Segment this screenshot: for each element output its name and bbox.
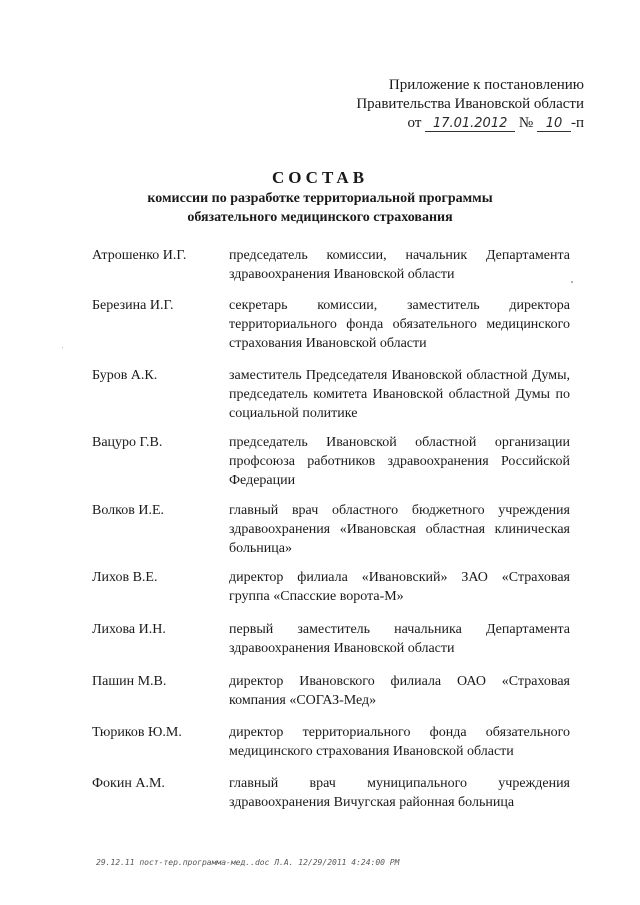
member-role: председатель комиссии, начальник Департамента здравоохранения Ивановской области	[229, 248, 570, 282]
subtitle-line-1: комиссии по разработке территориальной программы	[147, 191, 493, 206]
member-name: Атрошенко И.Г.	[92, 248, 187, 263]
number-sign: №	[518, 115, 534, 131]
subtitle-line-2: обязательного медицинского страхования	[187, 210, 453, 225]
member-role: главный врач областного бюджетного учреждения здравоохранения «Ивановская областная клиническая больница»	[229, 503, 570, 556]
handwritten-date: 17.01.2012	[425, 116, 515, 132]
member-name: Пашин М.В.	[92, 674, 167, 689]
document-title: СОСТАВ	[271, 168, 369, 187]
member-name: Тюриков Ю.М.	[92, 725, 182, 740]
handwritten-number: 10	[537, 116, 571, 132]
member-role: директор территориального фонда обязательного медицинского страхования Ивановской области	[229, 725, 570, 759]
appendix-line-1: Приложение к постановлению	[388, 77, 584, 93]
document-subtitle	[0, 189, 640, 227]
member-role: секретарь комиссии, заместитель директора территориального фонда обязательного медицинского страхования Ивановской области	[229, 298, 570, 351]
appendix-date-line	[356, 114, 584, 133]
scan-speck	[571, 281, 573, 283]
from-label: от	[407, 115, 422, 131]
file-footer: 29.12.11 пост-тер.программа-мед..doc Л.А. 12/29/2011 4:24:00 PM	[96, 858, 400, 867]
appendix-header	[356, 76, 584, 133]
appendix-line-2: Правительства Ивановской области	[356, 96, 584, 112]
member-role: директор Ивановского филиала ОАО «Страховая компания «СОГАЗ-Мед»	[229, 674, 570, 708]
scan-speck	[62, 347, 63, 348]
member-role: первый заместитель начальника Департамента здравоохранения Ивановской области	[229, 622, 570, 656]
member-name: Березина И.Г.	[92, 298, 174, 313]
member-name: Лихов В.Е.	[92, 570, 158, 585]
member-name: Лихова И.Н.	[92, 622, 166, 637]
member-role: председатель Ивановской областной организации профсоюза работников здравоохранения Российской Федерации	[229, 435, 570, 488]
member-name: Волков И.Е.	[92, 503, 165, 518]
member-role: заместитель Председателя Ивановской областной Думы, председатель комитета Ивановской областной Думы по социальной политике	[229, 368, 570, 421]
number-suffix: -п	[570, 115, 584, 131]
member-name: Фокин А.М.	[92, 776, 165, 791]
member-role: главный врач муниципального учреждения здравоохранения Вичугская районная больница	[229, 776, 570, 810]
member-name: Вацуро Г.В.	[92, 435, 163, 450]
member-role: директор филиала «Ивановский» ЗАО «Страховая группа «Спасские ворота-М»	[229, 570, 570, 604]
member-name: Буров А.К.	[92, 368, 158, 383]
